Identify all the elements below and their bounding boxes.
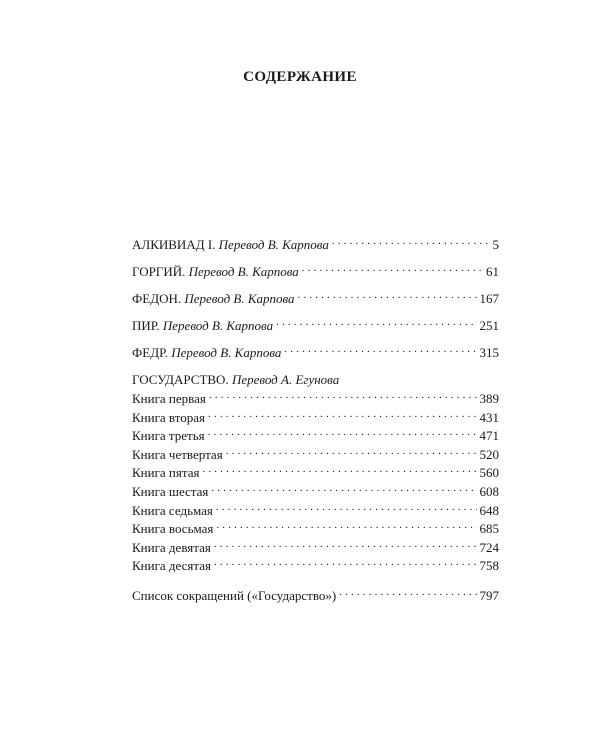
book-label: Книга седьмая <box>132 502 213 518</box>
toc-book-6[interactable] <box>132 484 499 500</box>
book-label: Книга четвертая <box>132 446 223 462</box>
book-label: Книга десятая <box>132 558 211 574</box>
dot-leader <box>214 540 477 552</box>
toc-entry-page: 797 <box>479 588 499 604</box>
dot-leader <box>298 291 477 303</box>
book-label: Книга шестая <box>132 483 209 499</box>
toc-section-translator: Перевод А. Егунова <box>231 372 340 387</box>
toc-book-3[interactable] <box>132 428 499 444</box>
dot-leader <box>216 521 476 533</box>
page-title: СОДЕРЖАНИЕ <box>243 69 357 85</box>
toc-book-4[interactable] <box>132 447 499 463</box>
dot-leader <box>332 237 490 249</box>
toc-entry-title: АЛКИВИАД I. Перевод В. Карпова <box>132 237 329 252</box>
book-page: 724 <box>479 539 499 555</box>
dot-leader <box>284 345 476 357</box>
toc-entry-title: Список сокращений («Государство») <box>132 588 337 604</box>
toc-entry-title: ПИР. Перевод В. Карпова <box>132 318 274 333</box>
toc-book-8[interactable] <box>132 521 499 537</box>
book-page: 389 <box>479 391 499 406</box>
dot-leader <box>211 484 476 496</box>
toc-entry-page: 315 <box>479 345 499 360</box>
toc-entry-title: ГОРГИЙ. Перевод В. Карпова <box>132 264 299 279</box>
toc-entry-alcibiades[interactable] <box>132 237 499 253</box>
toc-entry-page: 5 <box>492 237 499 252</box>
book-page: 685 <box>479 521 499 537</box>
toc-entry-page: 61 <box>486 264 499 279</box>
book-page: 471 <box>479 428 499 444</box>
toc-entry-page: 251 <box>479 318 499 333</box>
book-page: 431 <box>479 409 499 425</box>
book-page: 648 <box>479 502 499 518</box>
dot-leader <box>209 391 477 403</box>
book-label: Книга восьмая <box>132 521 214 537</box>
toc-entry-title: ФЕДР. Перевод В. Карпова <box>132 345 282 360</box>
dot-leader <box>208 410 476 422</box>
dot-leader <box>339 588 476 600</box>
toc-book-7[interactable] <box>132 503 499 519</box>
toc-section-title: ГОСУДАРСТВО. <box>132 372 229 387</box>
toc-book-10[interactable] <box>132 558 499 574</box>
dot-leader <box>214 558 477 570</box>
toc-book-1[interactable] <box>132 391 499 407</box>
dot-leader <box>202 465 476 477</box>
toc-book-5[interactable] <box>132 465 499 481</box>
book-label: Книга третья <box>132 428 205 444</box>
dot-leader <box>226 447 477 459</box>
book-page: 520 <box>479 446 499 462</box>
book-page: 560 <box>479 465 499 481</box>
toc-entry-title: ФЕДОН. Перевод В. Карпова <box>132 291 295 306</box>
book-label: Книга пятая <box>132 465 200 481</box>
toc-entry-page: 167 <box>479 291 499 306</box>
book-label: Книга первая <box>132 391 206 406</box>
toc-entry-gorgias[interactable] <box>132 264 499 280</box>
dot-leader <box>302 264 483 276</box>
table-of-contents <box>132 237 499 604</box>
toc-entry-phaedrus[interactable] <box>132 345 499 361</box>
dot-leader <box>216 503 477 515</box>
book-page: 758 <box>479 558 499 574</box>
dot-leader <box>208 428 477 440</box>
book-page: 608 <box>479 483 499 499</box>
book-label: Книга девятая <box>132 539 211 555</box>
toc-section-republic[interactable] <box>132 372 499 388</box>
republic-books-list <box>132 391 499 574</box>
toc-entry-phaedo[interactable] <box>132 291 499 307</box>
toc-book-2[interactable] <box>132 410 499 426</box>
dot-leader <box>276 318 476 330</box>
toc-entry-symposium[interactable] <box>132 318 499 334</box>
book-label: Книга вторая <box>132 409 206 425</box>
toc-book-9[interactable] <box>132 540 499 556</box>
toc-entry-abbreviations[interactable] <box>132 588 499 604</box>
